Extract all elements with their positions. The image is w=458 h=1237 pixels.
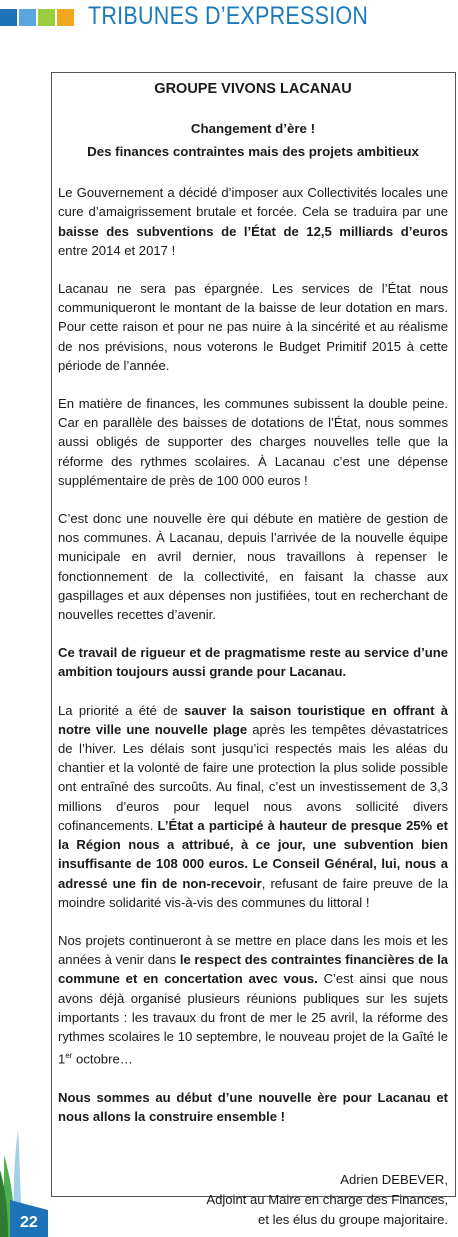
paragraph-7-text-a: Nos projets continueront à se mettre en place dans les mois et les années à venir dans xyxy=(58,932,448,968)
article-body xyxy=(58,80,448,1230)
subtitle-2: Des finances contraintes mais des projets ambitieux xyxy=(87,144,419,160)
paragraph-3: En matière de finances, les communes subissent la double peine. Car en parallèle des baisses de dotations de l’État, nous sommes aussi obligés de supporter des charges nouvelles telle que la réforme des rythmes scolaires. À Lacanau c’est une dépense supplémentaire de près de 100 000 euros ! xyxy=(58,396,448,488)
paragraph-7 xyxy=(58,931,448,1069)
page-number: 22 xyxy=(20,1214,38,1231)
paragraph-7-sup: er xyxy=(65,1051,73,1061)
paragraph-1 xyxy=(58,183,448,260)
blue-square-icon xyxy=(0,9,17,26)
light-blue-square-icon xyxy=(19,9,36,26)
green-square-icon xyxy=(38,9,55,26)
paragraph-4: C’est donc une nouvelle ère qui débute en matière de gestion de nos communes. À Lacanau, depuis l’arrivée de la nouvelle équipe municipale en avril dernier, nous travaillons à repenser le fonctionnement de la collectivité, en faisant la chasse aux gaspillages et aux dépenses non justifiées, tout en recherchant de nouvelles recettes d’avenir. xyxy=(58,511,448,623)
subtitle-1: Changement d’ère ! xyxy=(190,121,316,137)
paragraph-8: Nous sommes au début d’une nouvelle ère pour Lacanau et nous allons la construire ensemble ! xyxy=(58,1089,448,1124)
group-title: GROUPE VIVONS LACANAU xyxy=(154,81,352,97)
section-header xyxy=(0,0,458,34)
orange-square-icon xyxy=(57,9,74,26)
paragraph-7-bold: le respect des contraintes financières de la commune et en concertation avec vous. xyxy=(58,952,448,987)
signature-role: Adjoint au Maire en charge des Finances, xyxy=(206,1192,448,1208)
paragraph-6-bold-a: sauver la saison touristique en offrant à notre ville une nouvelle plage xyxy=(58,702,448,737)
paragraph-1-text: Le Gouvernement a décidé d’imposer aux Collectivités locales une cure d’amaigrissement brutale et forcée. Cela se traduira par une xyxy=(58,185,448,220)
signature-group: et les élus du groupe majoritaire. xyxy=(258,1212,448,1228)
paragraph-2: Lacanau ne sera pas épargnée. Les services de l’État nous communiqueront le montant de la baisse de leur dotation en mars. Pour cette raison et pour ne pas nuire à la sincérité et au réalisme de nos prévisions, nous voterons le Budget Primitif 2015 à cette période de l’année. xyxy=(58,281,448,373)
signature xyxy=(58,1170,448,1230)
paragraph-1-bold: baisse des subventions de l’État de 12,5 milliards d’euros xyxy=(58,223,448,239)
paragraph-7-text-c: C’est ainsi que nous avons déjà organisé plusieurs réunions publiques sur les sujets importants : les travaux du front de mer le 25 avril, la réforme des rythmes scolaires le 10 septembre, le nouveau projet de la Gaîté le 1 xyxy=(58,971,449,1067)
paragraph-6-text-c: après les tempêtes dévastatrices de l’hiver. Les délais sont jusqu’ici respectés mais les aléas du chantier et la volonté de faire une protection la plus solide possible ont entraîné des surcoûts. Au final, c’est un investissement de 3,3 millions d’euros pour lequel nous avons sollicité divers cofinancements. xyxy=(58,721,448,833)
subtitles xyxy=(58,117,448,163)
section-title: TRIBUNES D’EXPRESSION xyxy=(88,2,369,30)
paragraph-6-text-a: La priorité a été de xyxy=(58,702,185,718)
paragraph-6 xyxy=(58,701,448,912)
signature-name: Adrien DEBEVER, xyxy=(340,1172,448,1188)
paragraph-5: Ce travail de rigueur et de pragmatisme reste au service d’une ambition toujours aussi grande pour Lacanau. xyxy=(58,645,448,680)
paragraph-6-bold-d: L’État a participé à hauteur de presque 25% et la Région nous a attribué, à ce jour, une subvention bien insuffisante de 108 000 euros. Le Conseil Général, lui, nous a adressé une fin de non-recevoir xyxy=(58,817,448,891)
page-number-badge xyxy=(0,1130,50,1237)
paragraph-6-text-e: , refusant de faire preuve de la moindre solidarité vis-à-vis des communes du littoral ! xyxy=(58,875,449,910)
paragraph-7-text-d: octobre… xyxy=(72,1051,133,1067)
paragraph-1-end: entre 2014 et 2017 ! xyxy=(58,242,176,258)
